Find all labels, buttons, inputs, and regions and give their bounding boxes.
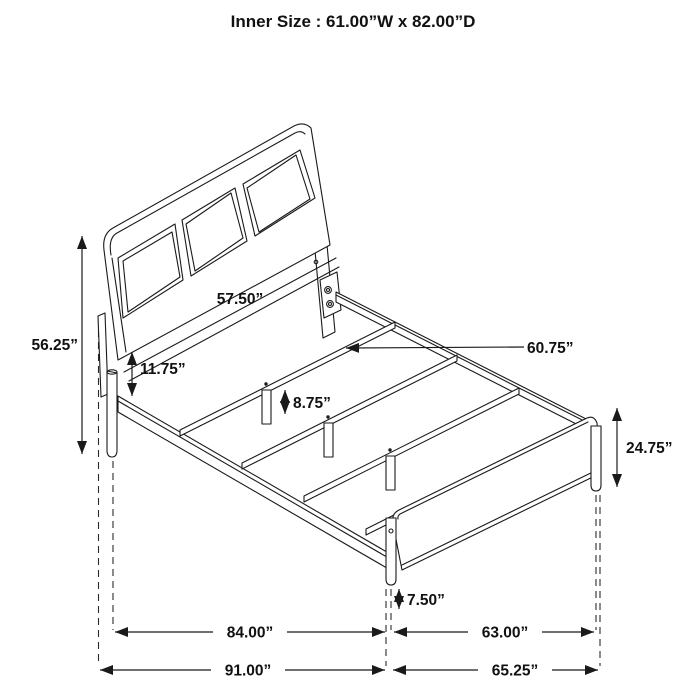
inner-size-title: Inner Size : 61.00”W x 82.00”D — [230, 12, 476, 31]
dim-rail-clearance: 7.50” — [407, 592, 445, 609]
dim-headboard-width: 57.50” — [216, 291, 264, 308]
headboard — [104, 124, 341, 381]
dim-headboard-height: 56.25” — [31, 337, 78, 354]
dim-footboard-height: 24.75” — [626, 440, 673, 457]
dim-overall-depth: 91.00” — [224, 662, 272, 680]
dim-slat-length: 60.75” — [527, 340, 574, 357]
dim-footboard-inner-width: 63.00” — [481, 624, 529, 642]
dim-center-leg-height: 8.75” — [293, 395, 331, 412]
dim-panel-rail-gap: 11.75” — [140, 361, 186, 378]
dim-footboard-overall-width: 65.25” — [491, 662, 539, 680]
dim-slat-area-depth: 84.00” — [226, 624, 274, 642]
